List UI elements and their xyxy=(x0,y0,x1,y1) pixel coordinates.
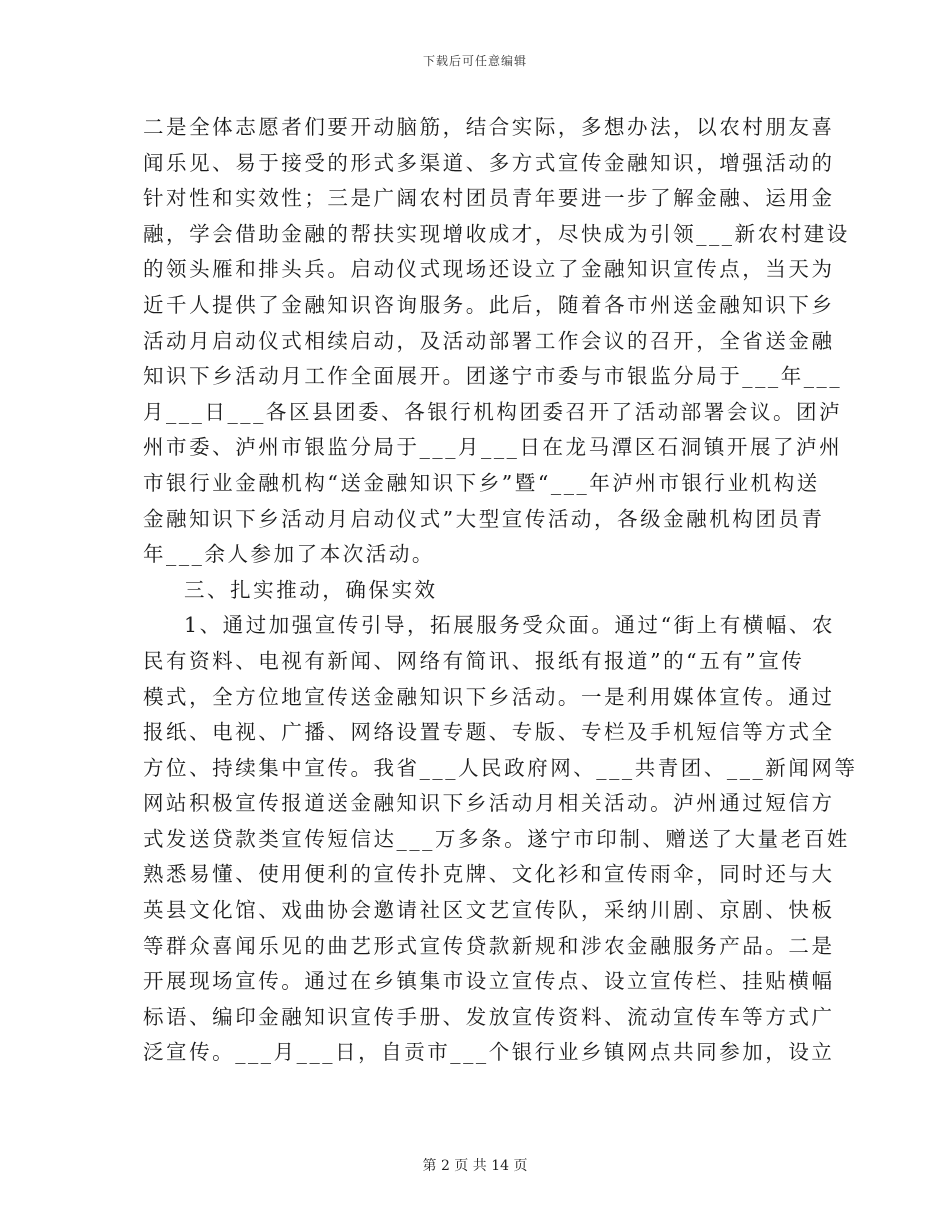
text-line: 模式，全方位地宣传送金融知识下乡活动。一是利用媒体宣传。通过 xyxy=(143,684,835,709)
text-line: 州市委、泸州市银监分局于___月___日在龙马潭区石洞镇开展了泸州 xyxy=(143,435,843,460)
text-line: 报纸、电视、广播、网络设置专题、专版、专栏及手机短信等方式全 xyxy=(143,720,835,745)
text-line: 活动月启动仪式相续启动，及活动部署工作会议的召开，全省送金融 xyxy=(143,328,835,353)
text-line: 标语、编印金融知识宣传手册、发放宣传资料、流动宣传车等方式广 xyxy=(143,1004,835,1029)
text-line: 近千人提供了金融知识咨询服务。此后，随着各市州送金融知识下乡 xyxy=(143,292,835,317)
text-line: 1、通过加强宣传引导，拓展服务受众面。通过“街上有横幅、农 xyxy=(184,613,835,638)
page-header: 下载后可任意编辑 xyxy=(422,54,527,68)
page-footer: 第 2 页 共 14 页 xyxy=(422,1158,528,1174)
text-line: 方位、持续集中宣传。我省___人民政府网、___共青团、___新闻网等 xyxy=(143,755,858,780)
text-line: 年___余人参加了本次活动。 xyxy=(143,542,435,567)
text-line: 熟悉易懂、使用便利的宣传扑克牌、文化衫和宣传雨伞，同时还与大 xyxy=(143,862,835,887)
text-line: 式发送贷款类宣传短信达___万多条。遂宁市印制、赠送了大量老百姓 xyxy=(143,826,850,851)
text-line: 月___日___各区县团委、各银行机构团委召开了活动部署会议。团泸 xyxy=(143,399,843,424)
text-line: 二是全体志愿者们要开动脑筋，结合实际，多想办法，以农村朋友喜 xyxy=(143,115,835,139)
text-line: 英县文化馆、戏曲协会邀请社区文艺宣传队，采纳川剧、京剧、快板 xyxy=(143,898,835,923)
text-line: 融，学会借助金融的帮扶实现增收成才，尽快成为引领___新农村建设 xyxy=(143,221,850,246)
text-line: 知识下乡活动月工作全面展开。团遂宁市委与市银监分局于___年___ xyxy=(143,364,843,389)
text-line: 闻乐见、易于接受的形式多渠道、多方式宣传金融知识，增强活动的 xyxy=(143,150,835,175)
section-heading: 三、扎实推动，确保实效 xyxy=(184,577,438,602)
text-line: 市银行业金融机构“送金融知识下乡”暨“___年泸州市银行业机构送 xyxy=(143,470,820,495)
text-line: 金融知识下乡活动月启动仪式”大型宣传活动，各级金融机构团员青 xyxy=(143,506,825,531)
text-line: 网站积极宣传报道送金融知识下乡活动月相关活动。泸州通过短信方 xyxy=(143,791,835,816)
document-body xyxy=(143,110,858,1071)
text-line: 开展现场宣传。通过在乡镇集市设立宣传点、设立宣传栏、挂贴横幅 xyxy=(143,969,835,994)
text-line: 针对性和实效性；三是广阔农村团员青年要进一步了解金融、运用金 xyxy=(143,186,835,211)
text-line: 的领头雁和排头兵。启动仪式现场还设立了金融知识宣传点，当天为 xyxy=(143,257,835,282)
text-line: 等群众喜闻乐见的曲艺形式宣传贷款新规和涉农金融服务产品。二是 xyxy=(143,933,835,958)
text-line: 民有资料、电视有新闻、网络有简讯、报纸有报道”的“五有”宣传 xyxy=(143,648,805,673)
text-line: 泛宣传。___月___日，自贡市___个银行业乡镇网点共同参加，设立 xyxy=(143,1040,835,1065)
